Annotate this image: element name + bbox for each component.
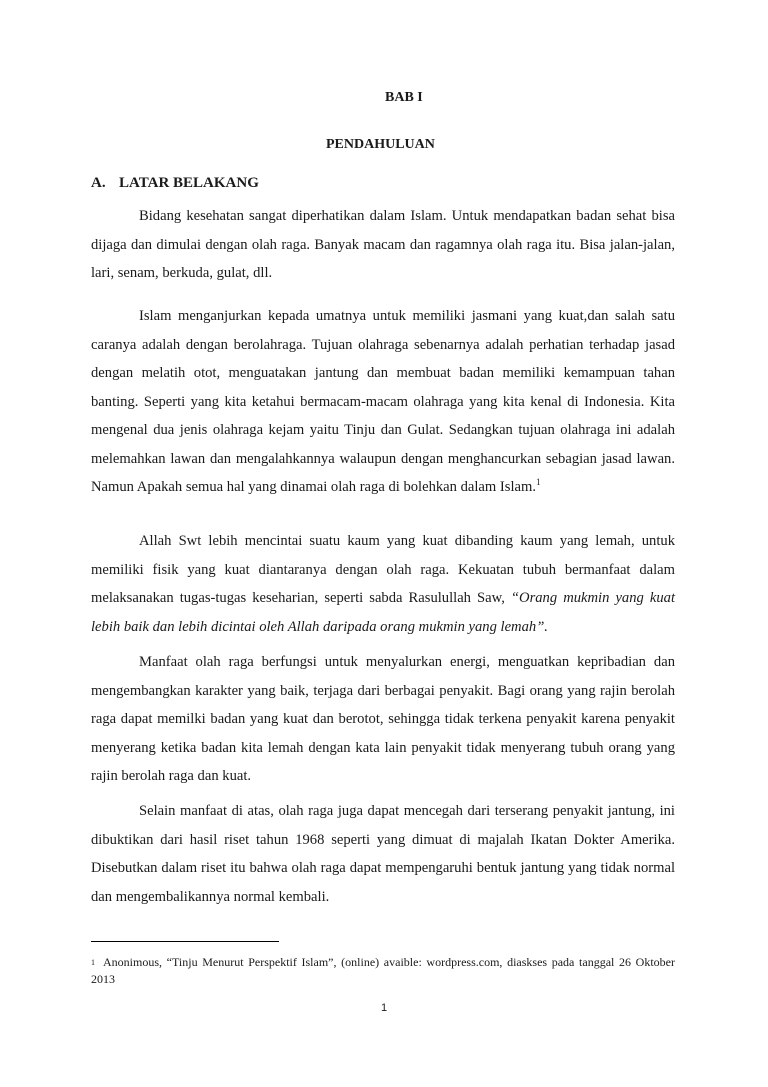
- paragraph-5: [91, 797, 675, 911]
- chapter-title: PENDAHULUAN: [326, 137, 435, 152]
- hadith-quote: “Orang mukmin yang kuat lebih baik dan lebih dicintai oleh Allah daripada orang mukmin yang lemah”.: [91, 590, 675, 635]
- paragraph-text: Bidang kesehatan sangat diperhatikan dalam Islam. Untuk mendapatkan badan sehat bisa dijaga dan dimulai dengan olah raga. Banyak macam dan ragamnya olah raga itu. Bisa jalan-jalan, lari, senam, berkuda, gulat, dll.: [91, 208, 675, 281]
- section-heading: [91, 175, 259, 192]
- footnote-text: Anonimous, “Tinju Menurut Perspektif Islam”, (online) avaible: wordpress.com, diaskses pada tanggal 26 Oktober 2013: [91, 955, 675, 986]
- footnote-reference[interactable]: 1: [535, 477, 541, 488]
- paragraph-text: [91, 527, 675, 641]
- paragraph-2: [91, 302, 675, 502]
- footnote-number: 1: [91, 958, 95, 967]
- paragraph-text-content: Islam menganjurkan kepada umatnya untuk memiliki jasmani yang kuat,dan salah satu caranya adalah dengan berolahraga. Tujuan olahraga sebenarnya adalah perhatian terhadap jasad dengan melatih otot, menguatakan jantung dan membuat badan memiliki kemampuan tahan banting. Seperti yang kita ketahui bermacam-macam olahraga yang kita kenal di Indonesia. Kita mengenal dua jenis olahraga kejam yaitu Tinju dan Gulat. Sedangkan tujuan olahraga ini adalah melemahkan lawan dan mengalahkannya walaupun dengan menghancurkan sebagian jasad lawan. Namun Apakah semua hal yang dinamai olah raga di bolehkan dalam Islam.: [91, 308, 675, 495]
- paragraph-text-content: Allah Swt lebih mencintai suatu kaum yang kuat dibanding kaum yang lemah, untuk memiliki fisik yang kuat diantaranya dengan olah raga. Kekuatan tubuh bermanfaat dalam melaksanakan tugas-tugas keseharian, seperti sabda Rasulullah Saw,: [91, 533, 675, 606]
- paragraph-4: [91, 648, 675, 791]
- footnote-divider: [91, 941, 279, 942]
- footnote: [91, 954, 675, 988]
- section-number: A.: [91, 175, 106, 191]
- paragraph-1: [91, 202, 675, 288]
- chapter-heading: BAB I: [385, 90, 423, 105]
- section-title: LATAR BELAKANG: [119, 175, 259, 191]
- page-number: 1: [380, 1002, 388, 1014]
- paragraph-text: Manfaat olah raga berfungsi untuk menyalurkan energi, menguatkan kepribadian dan mengembangkan karakter yang baik, terjaga dari berbagai penyakit. Bagi orang yang rajin berolah raga dapat memilki badan yang kuat dan berotot, sehingga tidak terkena penyakit karena penyakit menyerang ketika badan kita lemah dengan kata lain penyakit tidak menyerang tubuh orang yang rajin berolah raga dan kuat.: [91, 654, 675, 784]
- paragraph-text: [91, 302, 675, 502]
- paragraph-text: Selain manfaat di atas, olah raga juga dapat mencegah dari terserang penyakit jantung, ini dibuktikan dari hasil riset tahun 1968 seperti yang dimuat di majalah Ikatan Dokter Amerika. Disebutkan dalam riset itu bahwa olah raga dapat mempengaruhi bentuk jantung yang tidak normal dan mengembalikannya normal kembali.: [91, 803, 675, 905]
- paragraph-3: [91, 527, 675, 641]
